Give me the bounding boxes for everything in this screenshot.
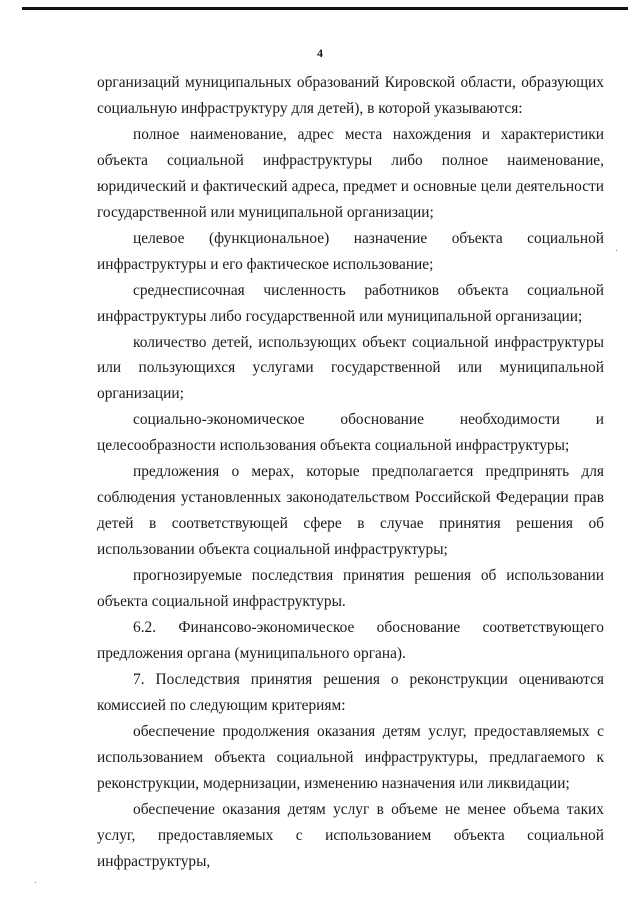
paragraph-3: целевое (функциональное) назначение объекта социальной инфраструктуры и его фактическое использование; bbox=[97, 229, 604, 273]
paragraph-1: организаций муниципальных образований Кировской области, образующих социальную инфраструктуру для детей), в которой указываются: bbox=[97, 74, 604, 117]
scan-speck bbox=[35, 882, 36, 883]
paragraph-4: среднесписочная численность работников объекта социальной инфраструктуры либо государственной или муниципальной организации; bbox=[97, 281, 604, 325]
paragraph-2: полное наименование, адрес места нахождения и характеристики объекта социальной инфраструктуры либо полное наименование, юридический и фактический адреса, предмет и основные цели деятельности государственной или муниципальной организации; bbox=[97, 125, 604, 221]
paragraph-11: обеспечение продолжения оказания детям услуг, предоставляемых с использованием объекта социальной инфраструктуры, предлагаемого к реконструкции, модернизации, изменению назначения или ликвидации; bbox=[97, 722, 604, 792]
paragraph-10: 7. Последствия принятия решения о реконструкции оцениваются комиссией по следующим критериям: bbox=[97, 670, 604, 714]
document-body bbox=[97, 70, 604, 875]
paragraph-7: предложения о мерах, которые предполагается предпринять для соблюдения установленных законодательством Российской Федерации прав детей в соответствующей сфере в случае принятия решения об использовании объекта социальной инфраструктуры; bbox=[97, 463, 604, 559]
paragraph-9: 6.2. Финансово-экономическое обоснование соответствующего предложения органа (муниципального органа). bbox=[97, 619, 604, 662]
paragraph-6: социально-экономическое обоснование необходимости и целесообразности использования объекта социальной инфраструктуры; bbox=[97, 411, 604, 455]
top-border-line bbox=[22, 7, 628, 10]
paragraph-8: прогнозируемые последствия принятия решения об использовании объекта социальной инфраструктуры. bbox=[97, 567, 604, 611]
paragraph-12: обеспечение оказания детям услуг в объеме не менее объема таких услуг, предоставляемых с использованием объекта социальной инфраструктуры, bbox=[97, 800, 604, 870]
scan-speck bbox=[616, 250, 617, 251]
paragraph-5: количество детей, использующих объект социальной инфраструктуры или пользующихся услугами государственной или муниципальной организации; bbox=[97, 333, 604, 403]
page-number: 4 bbox=[317, 46, 323, 60]
